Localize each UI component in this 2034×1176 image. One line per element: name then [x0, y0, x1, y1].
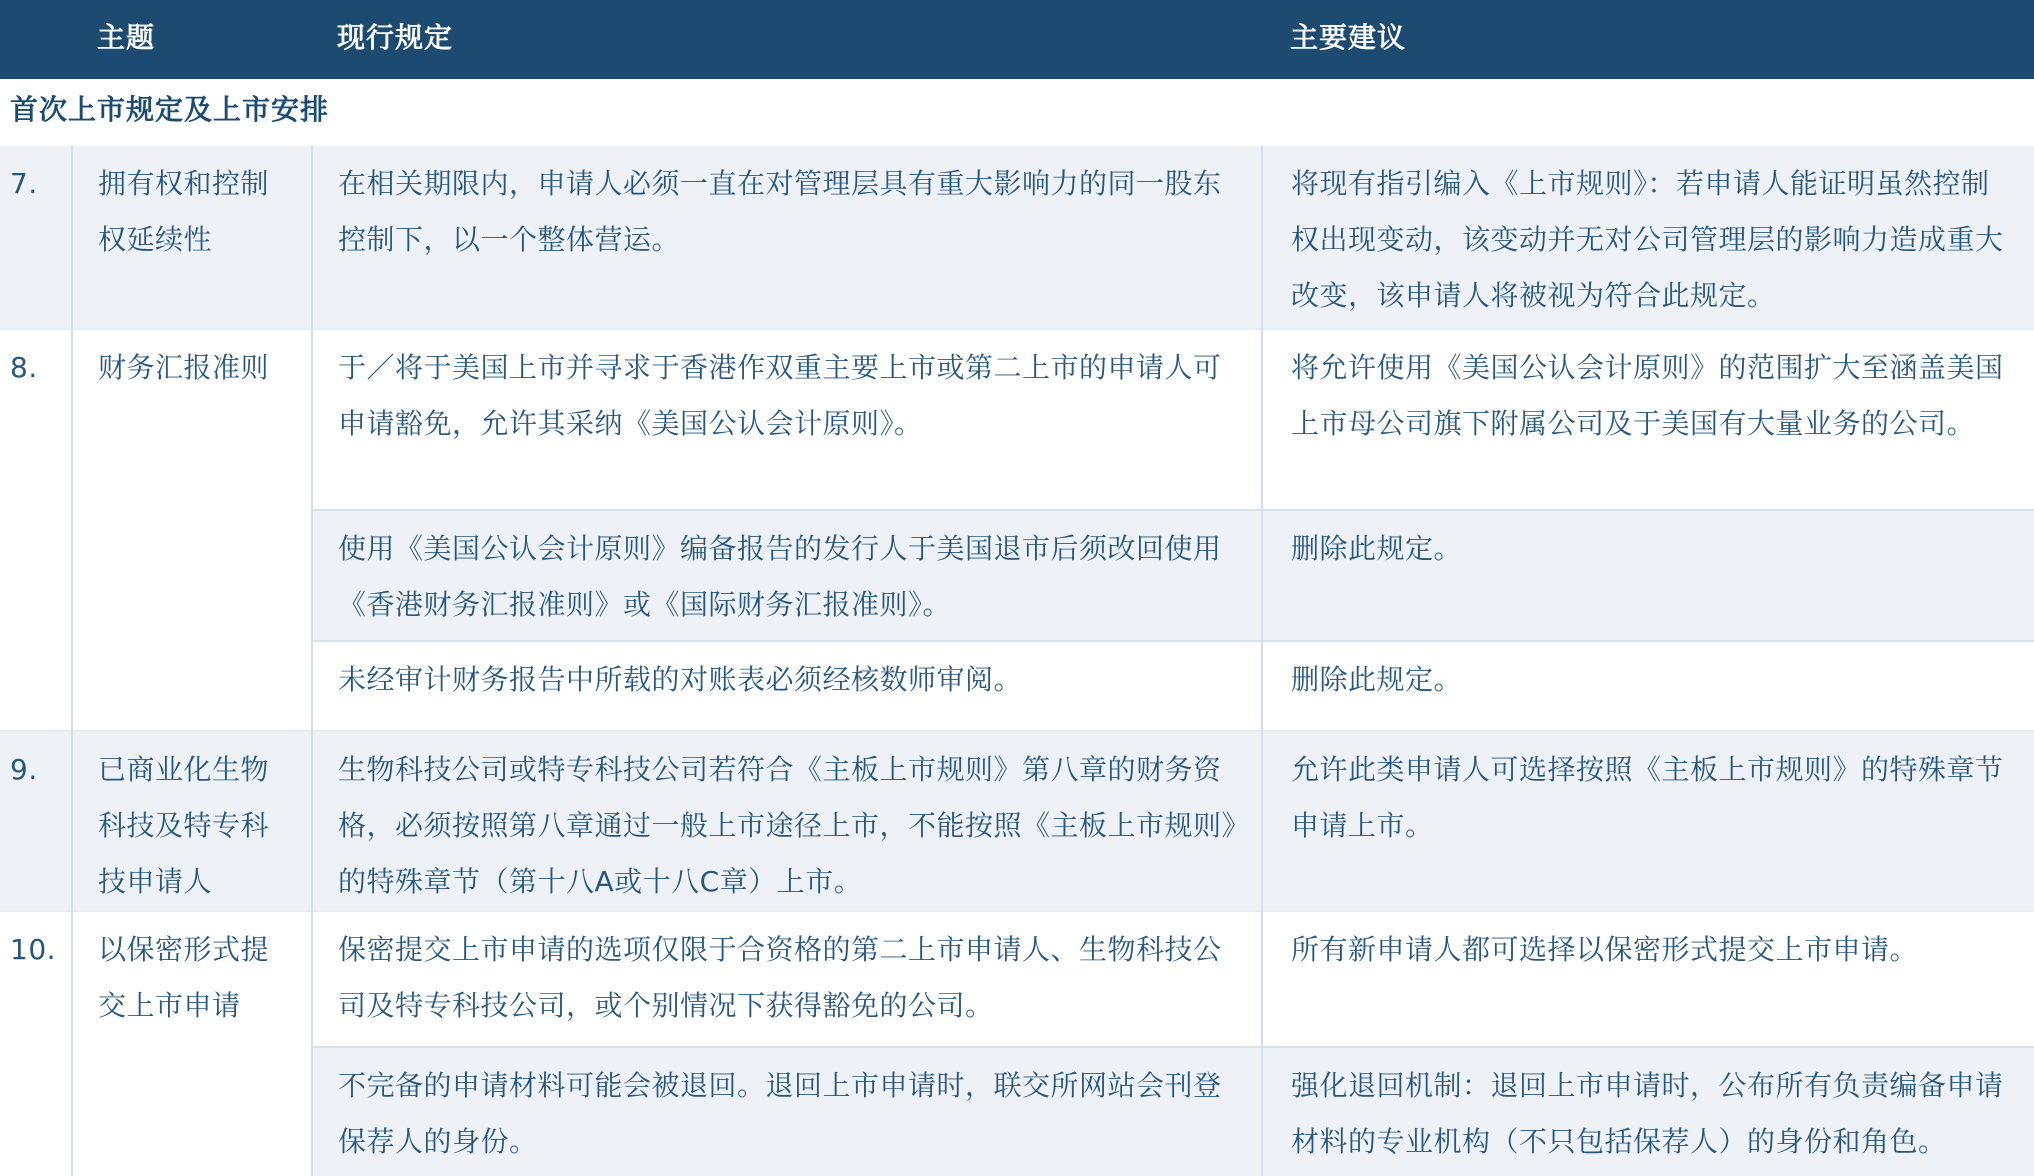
cell-recommendation: 强化退回机制：退回上市申请时，公布所有负责编备申请材料的专业机构（不只包括保荐人）的身份和角色。 [1262, 1047, 2034, 1176]
header-topic: 主题 [72, 0, 312, 79]
table-body [0, 79, 2034, 1176]
header-row [0, 0, 2034, 79]
row-topic: 以保密形式提交上市申请 [72, 911, 312, 1176]
cell-current-regulation: 在相关期限内，申请人必须一直在对管理层具有重大影响力的同一股东控制下，以一个整体营运。 [312, 146, 1262, 329]
cell-recommendation: 将现有指引编入《上市规则》：若申请人能证明虽然控制权出现变动，该变动并无对公司管理层的影响力造成重大改变，该申请人将被视为符合此规定。 [1262, 146, 2034, 329]
cell-recommendation: 将允许使用《美国公认会计原则》的范围扩大至涵盖美国上市母公司旗下附属公司及于美国有大量业务的公司。 [1262, 329, 2034, 510]
cell-current-regulation: 生物科技公司或特专科技公司若符合《主板上市规则》第八章的财务资格，必须按照第八章通过一般上市途径上市，不能按照《主板上市规则》的特殊章节（第十八A或十八C章）上市。 [312, 731, 1262, 911]
cell-current-regulation: 于／将于美国上市并寻求于香港作双重主要上市或第二上市的申请人可申请豁免，允许其采纳《美国公认会计原则》。 [312, 329, 1262, 510]
cell-recommendation: 删除此规定。 [1262, 510, 2034, 641]
table-row [0, 329, 2034, 510]
cell-current-regulation: 使用《美国公认会计原则》编备报告的发行人于美国退市后须改回使用《香港财务汇报准则》或《国际财务汇报准则》。 [312, 510, 1262, 641]
cell-current-regulation: 保密提交上市申请的选项仅限于合资格的第二上市申请人、生物科技公司及特专科技公司，或个别情况下获得豁免的公司。 [312, 911, 1262, 1047]
section-row [0, 79, 2034, 146]
cell-current-regulation: 不完备的申请材料可能会被退回。退回上市申请时，联交所网站会刊登保荐人的身份。 [312, 1047, 1262, 1176]
row-number: 9. [0, 731, 72, 911]
row-topic: 财务汇报准则 [72, 329, 312, 731]
header-current-regulation: 现行规定 [312, 0, 1262, 79]
table-row [0, 911, 2034, 1047]
section-title: 首次上市规定及上市安排 [0, 79, 2034, 146]
row-number: 8. [0, 329, 72, 731]
cell-current-regulation: 未经审计财务报告中所载的对账表必须经核数师审阅。 [312, 641, 1262, 731]
row-number: 7. [0, 146, 72, 329]
header-number [0, 0, 72, 79]
row-number: 10. [0, 911, 72, 1176]
cell-recommendation: 删除此规定。 [1262, 641, 2034, 731]
row-topic: 已商业化生物科技及特专科技申请人 [72, 731, 312, 911]
table-row [0, 146, 2034, 329]
row-topic: 拥有权和控制权延续性 [72, 146, 312, 329]
table-row [0, 731, 2034, 911]
header-recommendation: 主要建议 [1262, 0, 2034, 79]
cell-recommendation: 允许此类申请人可选择按照《主板上市规则》的特殊章节申请上市。 [1262, 731, 2034, 911]
cell-recommendation: 所有新申请人都可选择以保密形式提交上市申请。 [1262, 911, 2034, 1047]
